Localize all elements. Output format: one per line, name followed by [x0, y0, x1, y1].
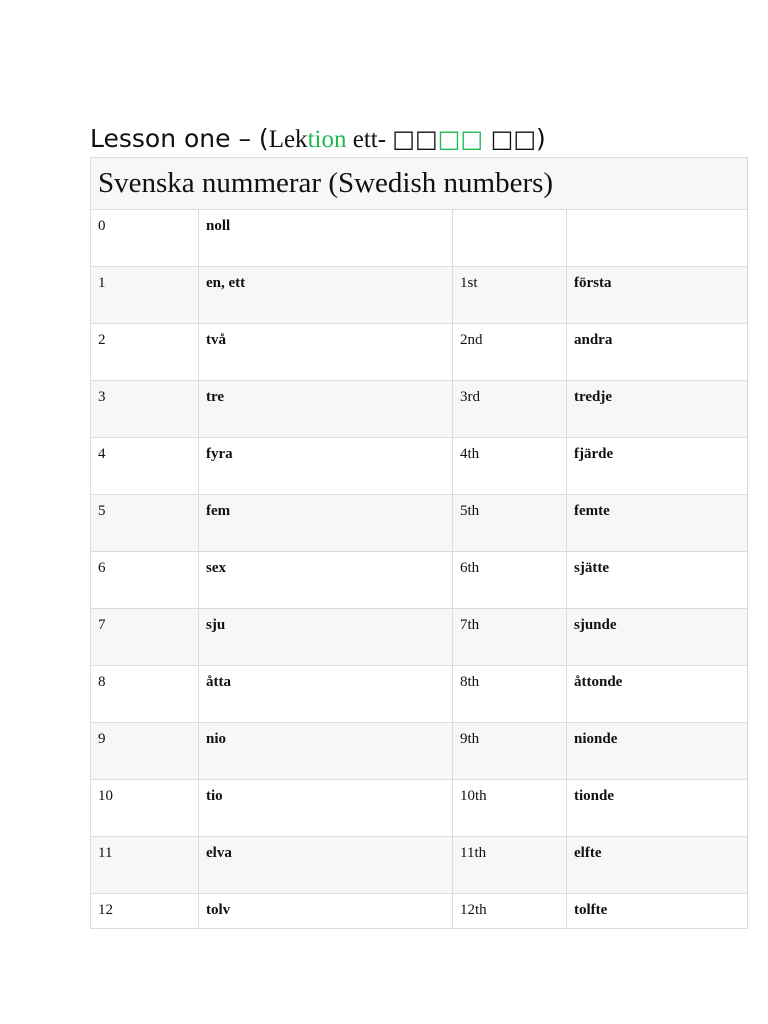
- swedish-word-cell: två: [199, 324, 453, 381]
- title-missing-glyphs-2: □□: [437, 125, 484, 153]
- ordinal-cell: 5th: [453, 495, 567, 552]
- swedish-word-cell: nio: [199, 723, 453, 780]
- swedish-ordinal-cell: elfte: [567, 837, 748, 894]
- table-row: [91, 210, 748, 267]
- swedish-word-cell: elva: [199, 837, 453, 894]
- ordinal-cell: [453, 210, 567, 267]
- swedish-ordinal-cell: nionde: [567, 723, 748, 780]
- ordinal-cell: 10th: [453, 780, 567, 837]
- table-caption: Svenska nummerar (Swedish numbers): [91, 158, 748, 210]
- swedish-word-cell: sju: [199, 609, 453, 666]
- ordinal-cell: 8th: [453, 666, 567, 723]
- number-cell: 2: [91, 324, 199, 381]
- title-lesson-text: Lesson one – (: [90, 124, 269, 153]
- number-cell: 10: [91, 780, 199, 837]
- table-row: [91, 666, 748, 723]
- swedish-word-cell: tio: [199, 780, 453, 837]
- ordinal-cell: 1st: [453, 267, 567, 324]
- swedish-ordinal-cell: första: [567, 267, 748, 324]
- swedish-word-cell: åtta: [199, 666, 453, 723]
- ordinal-cell: 12th: [453, 894, 567, 929]
- table-row: [91, 723, 748, 780]
- swedish-word-cell: sex: [199, 552, 453, 609]
- title-close-paren: ): [536, 124, 546, 153]
- table-row: [91, 609, 748, 666]
- number-cell: 4: [91, 438, 199, 495]
- number-cell: 11: [91, 837, 199, 894]
- swedish-word-cell: noll: [199, 210, 453, 267]
- swedish-ordinal-cell: tredje: [567, 381, 748, 438]
- number-cell: 1: [91, 267, 199, 324]
- ordinal-cell: 11th: [453, 837, 567, 894]
- ordinal-cell: 4th: [453, 438, 567, 495]
- title-swedish-ett: ett-: [346, 126, 393, 153]
- table-row: [91, 324, 748, 381]
- number-cell: 7: [91, 609, 199, 666]
- swedish-ordinal-cell: sjätte: [567, 552, 748, 609]
- ordinal-cell: 6th: [453, 552, 567, 609]
- ordinal-cell: 3rd: [453, 381, 567, 438]
- page-title: [90, 121, 546, 157]
- swedish-ordinal-cell: andra: [567, 324, 748, 381]
- table-row: [91, 552, 748, 609]
- table-row: [91, 837, 748, 894]
- title-swedish-lek: Lek: [268, 126, 308, 153]
- number-cell: 5: [91, 495, 199, 552]
- swedish-word-cell: tre: [199, 381, 453, 438]
- table-row: [91, 438, 748, 495]
- table-body: [91, 210, 748, 929]
- number-cell: 8: [91, 666, 199, 723]
- ordinal-cell: 9th: [453, 723, 567, 780]
- swedish-word-cell: en, ett: [199, 267, 453, 324]
- table-row: [91, 894, 748, 929]
- ordinal-cell: 2nd: [453, 324, 567, 381]
- number-cell: 6: [91, 552, 199, 609]
- table-row: [91, 780, 748, 837]
- table-row: [91, 381, 748, 438]
- swedish-word-cell: fyra: [199, 438, 453, 495]
- number-cell: 12: [91, 894, 199, 929]
- swedish-ordinal-cell: tolfte: [567, 894, 748, 929]
- table-row: [91, 495, 748, 552]
- swedish-word-cell: tolv: [199, 894, 453, 929]
- number-cell: 0: [91, 210, 199, 267]
- swedish-ordinal-cell: åttonde: [567, 666, 748, 723]
- swedish-ordinal-cell: [567, 210, 748, 267]
- number-cell: 3: [91, 381, 199, 438]
- title-swedish-tion: tion: [307, 126, 347, 153]
- title-missing-glyphs-3: □□: [483, 125, 536, 153]
- ordinal-cell: 7th: [453, 609, 567, 666]
- number-cell: 9: [91, 723, 199, 780]
- swedish-word-cell: fem: [199, 495, 453, 552]
- swedish-ordinal-cell: fjärde: [567, 438, 748, 495]
- swedish-ordinal-cell: tionde: [567, 780, 748, 837]
- swedish-ordinal-cell: femte: [567, 495, 748, 552]
- table-row: [91, 267, 748, 324]
- swedish-numbers-table: [90, 157, 748, 929]
- swedish-ordinal-cell: sjunde: [567, 609, 748, 666]
- title-missing-glyphs-1: □□: [392, 125, 438, 153]
